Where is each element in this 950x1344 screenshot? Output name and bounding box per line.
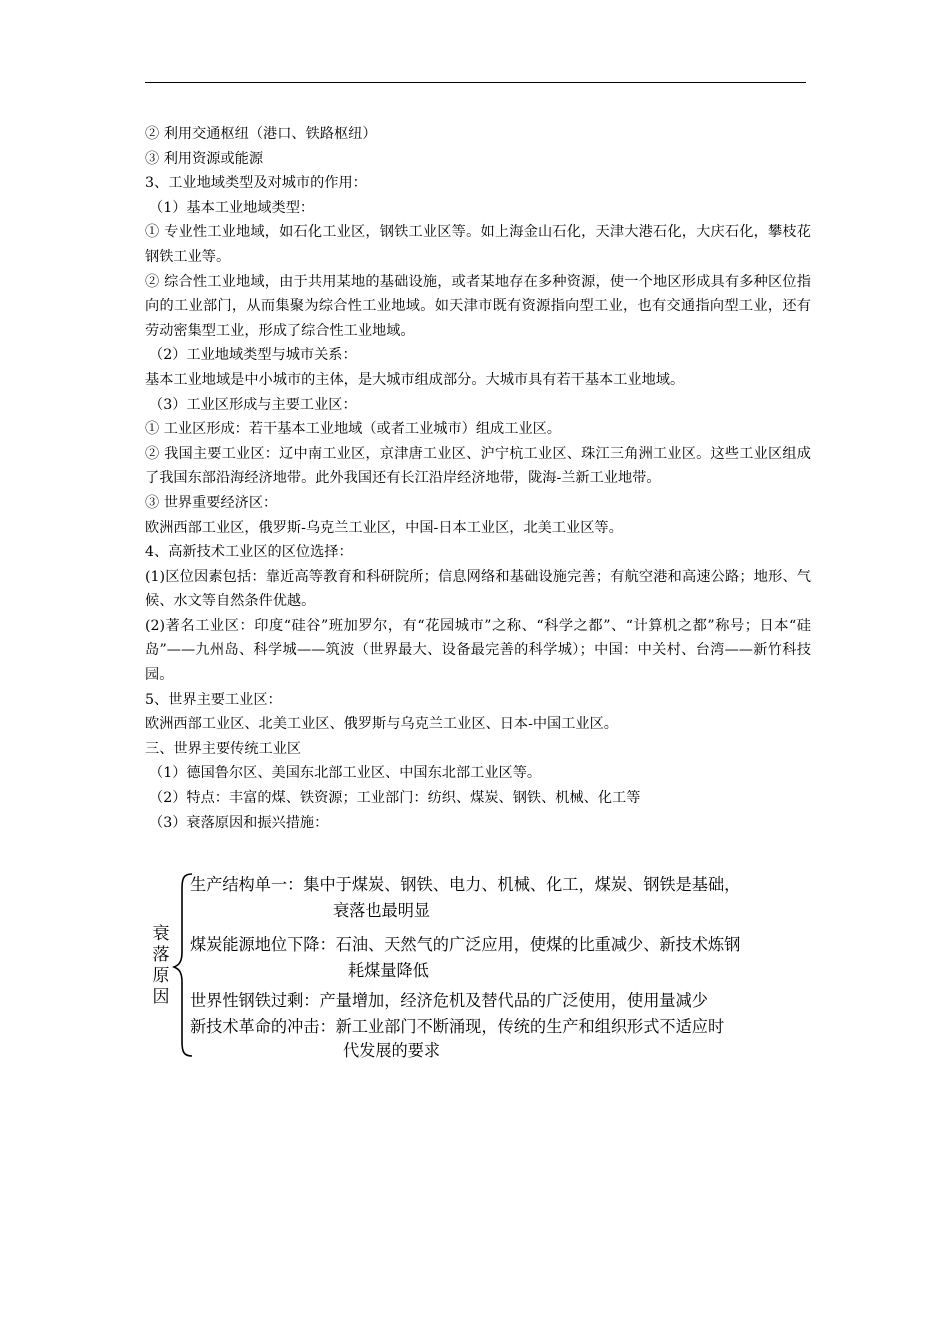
diagram-side-label: [150, 924, 172, 1008]
diagram-item-continuation: 衰落也最明显: [333, 901, 431, 920]
paragraph: 欧洲西部工业区、北美工业区、俄罗斯与乌克兰工业区、日本-中国工业区。: [145, 716, 618, 733]
text-line: ② 利用交通枢纽（港口、铁路枢纽）: [145, 126, 377, 142]
paragraph: ② 综合性工业地域，由于共用某地的基础设施，或者某地存在多种资源，使一个地区形成具有多种区位指向的工业部门，从而集聚为综合性工业地域。如天津市既有资源指向型工业，也有交通指向型工业，还有劳动密集型工业，形成了综合性工业地域。: [145, 273, 811, 339]
paragraph: 欧洲西部工业区，俄罗斯-乌克兰工业区，中国-日本工业区，北美工业区等。: [145, 519, 623, 536]
section-heading: 3、工业地域类型及对城市的作用：: [145, 175, 367, 192]
section-heading: 三、世界主要传统工业区: [145, 740, 302, 757]
paragraph: (2)著名工业区：印度“硅谷”班加罗尔，有“花园城市”之称、“科学之都”、“计算机之都”称号；日本“硅岛”——九州岛、科学城——筑波（世界最大、设备最完善的科学城）；中国：中关村、台湾——新竹科技园。: [145, 617, 811, 684]
diagram-item-continuation: 代发展的要求: [343, 1041, 441, 1060]
document-body: [145, 122, 811, 835]
text-line: ③ 利用资源或能源: [145, 150, 264, 167]
section-heading: 4、高新技术工业区的区位选择：: [145, 544, 353, 561]
text-line: （3）衰落原因和振兴措施：: [149, 814, 329, 831]
side-label-char: 衰: [152, 924, 170, 944]
text-line: （1）德国鲁尔区、美国东北部工业区、中国东北部工业区等。: [149, 765, 542, 782]
diagram-item: 世界性钢铁过剩：产量增加，经济危机及替代品的广泛使用，使用量减少: [190, 991, 708, 1010]
paragraph: ① 专业性工业地域，如石化工业区，钢铁工业区等。如上海金山石化，天津大港石化，大庆石化，攀枝花钢铁工业等。: [145, 224, 811, 265]
subsection-heading: （2）工业地域类型与城市关系：: [149, 347, 357, 364]
text-line: ③ 世界重要经济区：: [145, 494, 278, 511]
subsection-heading: （1）基本工业地域类型：: [149, 199, 315, 216]
side-label-char: 因: [152, 987, 170, 1007]
paragraph: ② 我国主要工业区：辽中南工业区，京津唐工业区、沪宁杭工业区、珠江三角洲工业区。这些工业区组成了我国东部沿海经济地带。此外我国还有长江沿岸经济地带，陇海-兰新工业地带。: [145, 445, 811, 487]
diagram-item: 煤炭能源地位下降：石油、天然气的广泛应用，使煤的比重减少、新技术炼钢: [190, 935, 741, 954]
diagram-item: 生产结构单一：集中于煤炭、钢铁、电力、机械、化工，煤炭、钢铁是基础，: [190, 875, 741, 894]
header-rule: [145, 82, 806, 83]
paragraph: 基本工业地域是中小城市的主体，是大城市组成部分。大城市具有若干基本工业地域。: [145, 371, 685, 388]
diagram-item: 新技术革命的冲击：新工业部门不断涌现，传统的生产和组织形式不适应时: [190, 1017, 725, 1036]
paragraph: ① 工业区形成：若干基本工业地域（或者工业城市）组成工业区。: [145, 421, 561, 438]
side-label-char: 原: [152, 966, 170, 986]
text-line: （2）特点：丰富的煤、铁资源；工业部门：纺织、煤炭、钢铁、机械、化工等: [149, 790, 641, 807]
subsection-heading: （3）工业区形成与主要工业区：: [149, 396, 357, 413]
side-label-char: 落: [152, 945, 170, 965]
decline-causes-diagram: [150, 870, 810, 1060]
paragraph: (1)区位因素包括：靠近高等教育和科研院所；信息网络和基础设施完善；有航空港和高速公路；地形、气候、水文等自然条件优越。: [145, 568, 811, 610]
section-heading: 5、世界主要工业区：: [145, 691, 282, 708]
diagram-item-continuation: 耗煤量降低: [348, 961, 429, 980]
